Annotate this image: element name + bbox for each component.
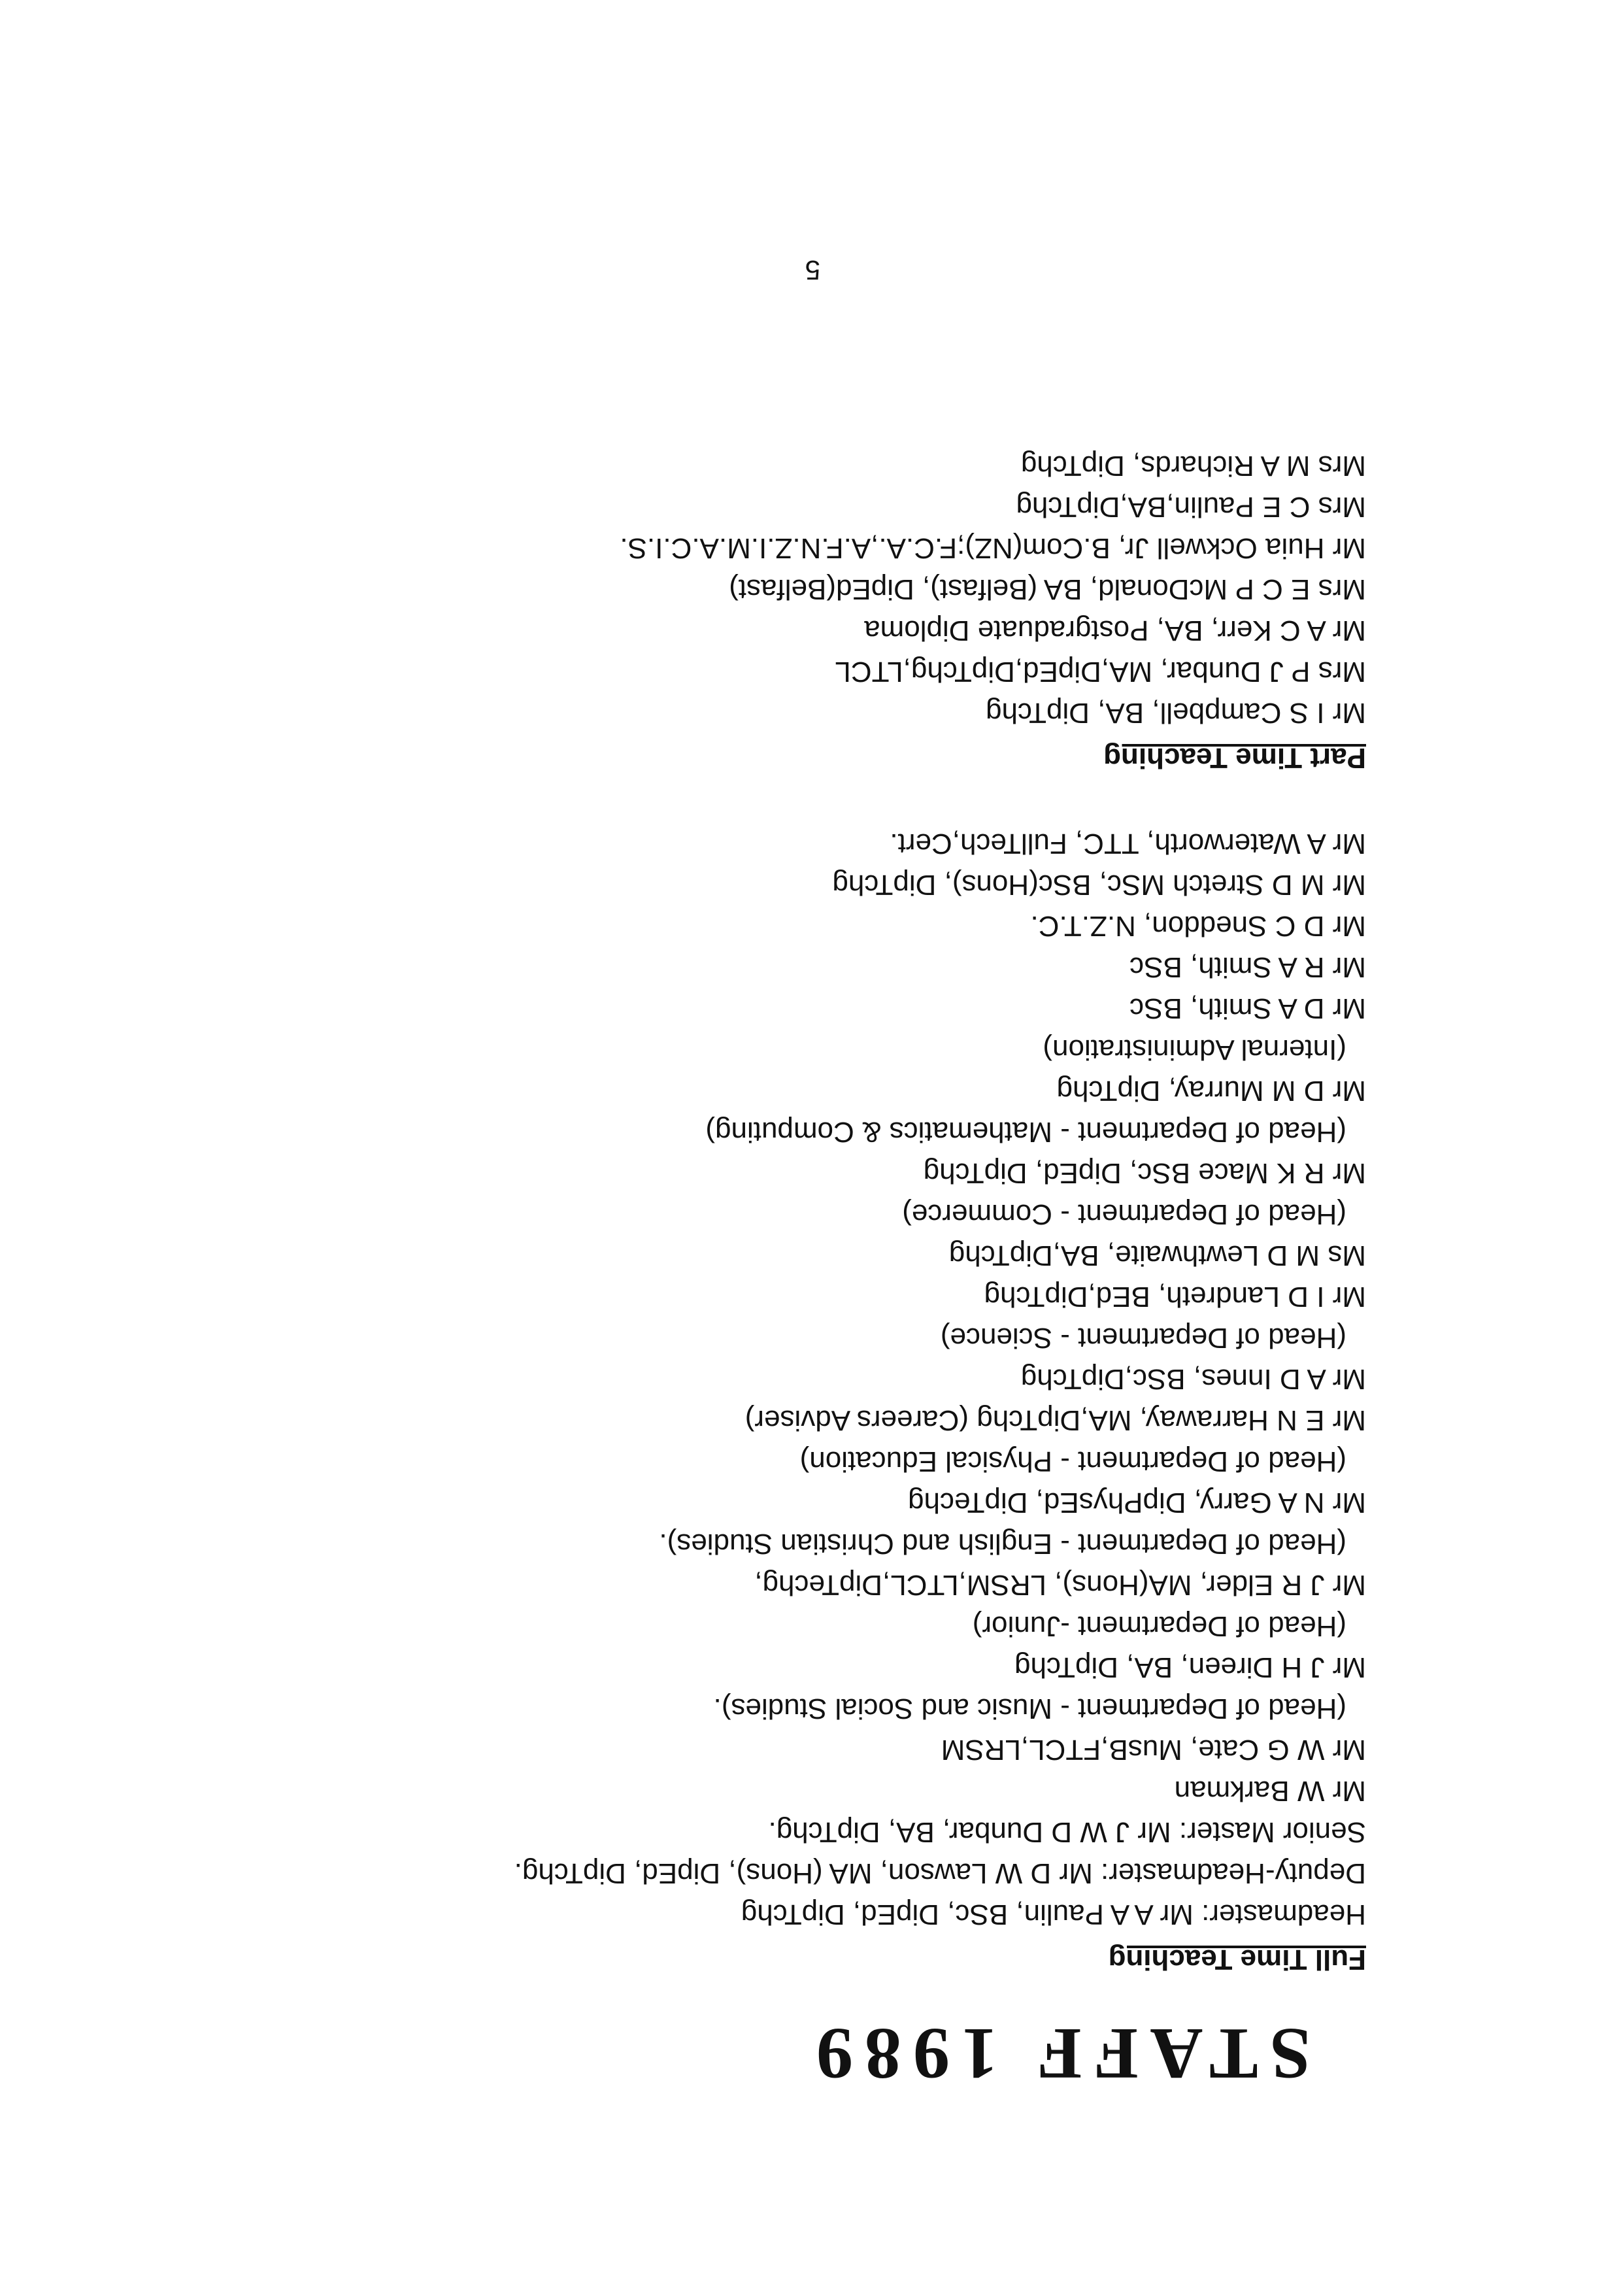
staff-line: Mrs C E Paulin,BA,DipTchg (1016, 491, 1366, 523)
staff-line: Mr N A Garry, DipPhysEd, DipTechg (908, 1487, 1366, 1519)
staff-line: (Head of Department - Music and Social Studies). (713, 1693, 1346, 1725)
staff-line: Mr D C Sneddon, N.Z.T.C. (1030, 910, 1366, 942)
staff-line: Deputy-Headmaster: Mr D W Lawson, MA (Hons), DipEd, DipTchg. (514, 1857, 1366, 1889)
staff-line: Mrs M A Richards, DipTchg (1020, 450, 1366, 482)
staff-line: Mr J H Direen, BA, DipTchg (1014, 1651, 1366, 1683)
staff-line: Mr I D Landreth, BEd,DipTchg (984, 1281, 1366, 1313)
staff-line: Mr I S Campbell, BA, DipTchg (986, 697, 1366, 729)
staff-line: Mr A Waterworth, TTC, FullTech,Cert. (890, 828, 1366, 860)
part-time-heading: Part Time Teaching (1103, 742, 1366, 774)
staff-line: (Internal Administration) (1043, 1034, 1346, 1066)
staff-line: Senior Master: Mr J W D Dunbar, BA, DipTchg. (768, 1816, 1366, 1848)
full-time-heading: Full Time Teaching (1108, 1944, 1366, 1976)
staff-line: Mr M D Stretch MSc, BSc(Hons), DipTchg (832, 869, 1366, 901)
staff-line: Mr A D Innes, BSc,DipTchg (1020, 1363, 1366, 1395)
staff-line: Headmaster: Mr A A Paulin, BSc, DipEd, DipTchg (741, 1899, 1366, 1931)
staff-line: Mr Huia Ockwell Jr, B.Com(NZ);F.C.A.,A.F.N.Z.I.M.A.C.I.S. (620, 532, 1366, 564)
staff-line: Mr D M Murray, DipTchg (1056, 1075, 1366, 1107)
staff-line: Mrs E C P McDonald, BA (Belfast), DipEd(Belfast) (729, 573, 1366, 605)
staff-line: Mrs P J Dunbar, MA,DipEd,DipTchg,LTCL (835, 656, 1366, 688)
part-time-staff-list (620, 445, 1366, 734)
full-time-staff-list (514, 823, 1366, 1935)
staff-line: Mr R A Smith, BSc (1129, 951, 1366, 983)
staff-line: Mr R K Mace BSc, DipEd, DipTchg (923, 1157, 1366, 1189)
staff-line: (Head of Department - English and Christian Studies). (659, 1528, 1346, 1560)
staff-line: Mr W Barkman (1174, 1775, 1366, 1807)
staff-line: Mr D A Smith, BSc (1129, 992, 1366, 1024)
staff-line: Mr A C Kerr, BA, Postgraduate Diploma (864, 615, 1366, 647)
staff-line: Mr J R Elder, MA(Hons), LRSM,LTCL,DipTechg, (754, 1569, 1366, 1601)
page-title: STAFF 1989 (804, 2013, 1311, 2094)
staff-line: (Head of Department -Junior) (972, 1610, 1346, 1642)
staff-line: (Head of Department - Commerce) (902, 1198, 1346, 1230)
staff-line: (Head of Department - Science) (940, 1322, 1346, 1354)
staff-line: Mr W G Cate, MusB,FTCL,LRSM (941, 1734, 1366, 1766)
staff-line: Mr E N Harraway, MA,DipTchg (Careers Adviser) (744, 1404, 1366, 1436)
staff-line: Ms M D Lewthwaite, BA,DipTchg (948, 1240, 1366, 1272)
staff-line: (Head of Department - Physical Education) (799, 1445, 1346, 1477)
staff-line: (Head of Department - Mathematics & Computing) (705, 1116, 1346, 1148)
page-number: 5 (805, 255, 820, 286)
